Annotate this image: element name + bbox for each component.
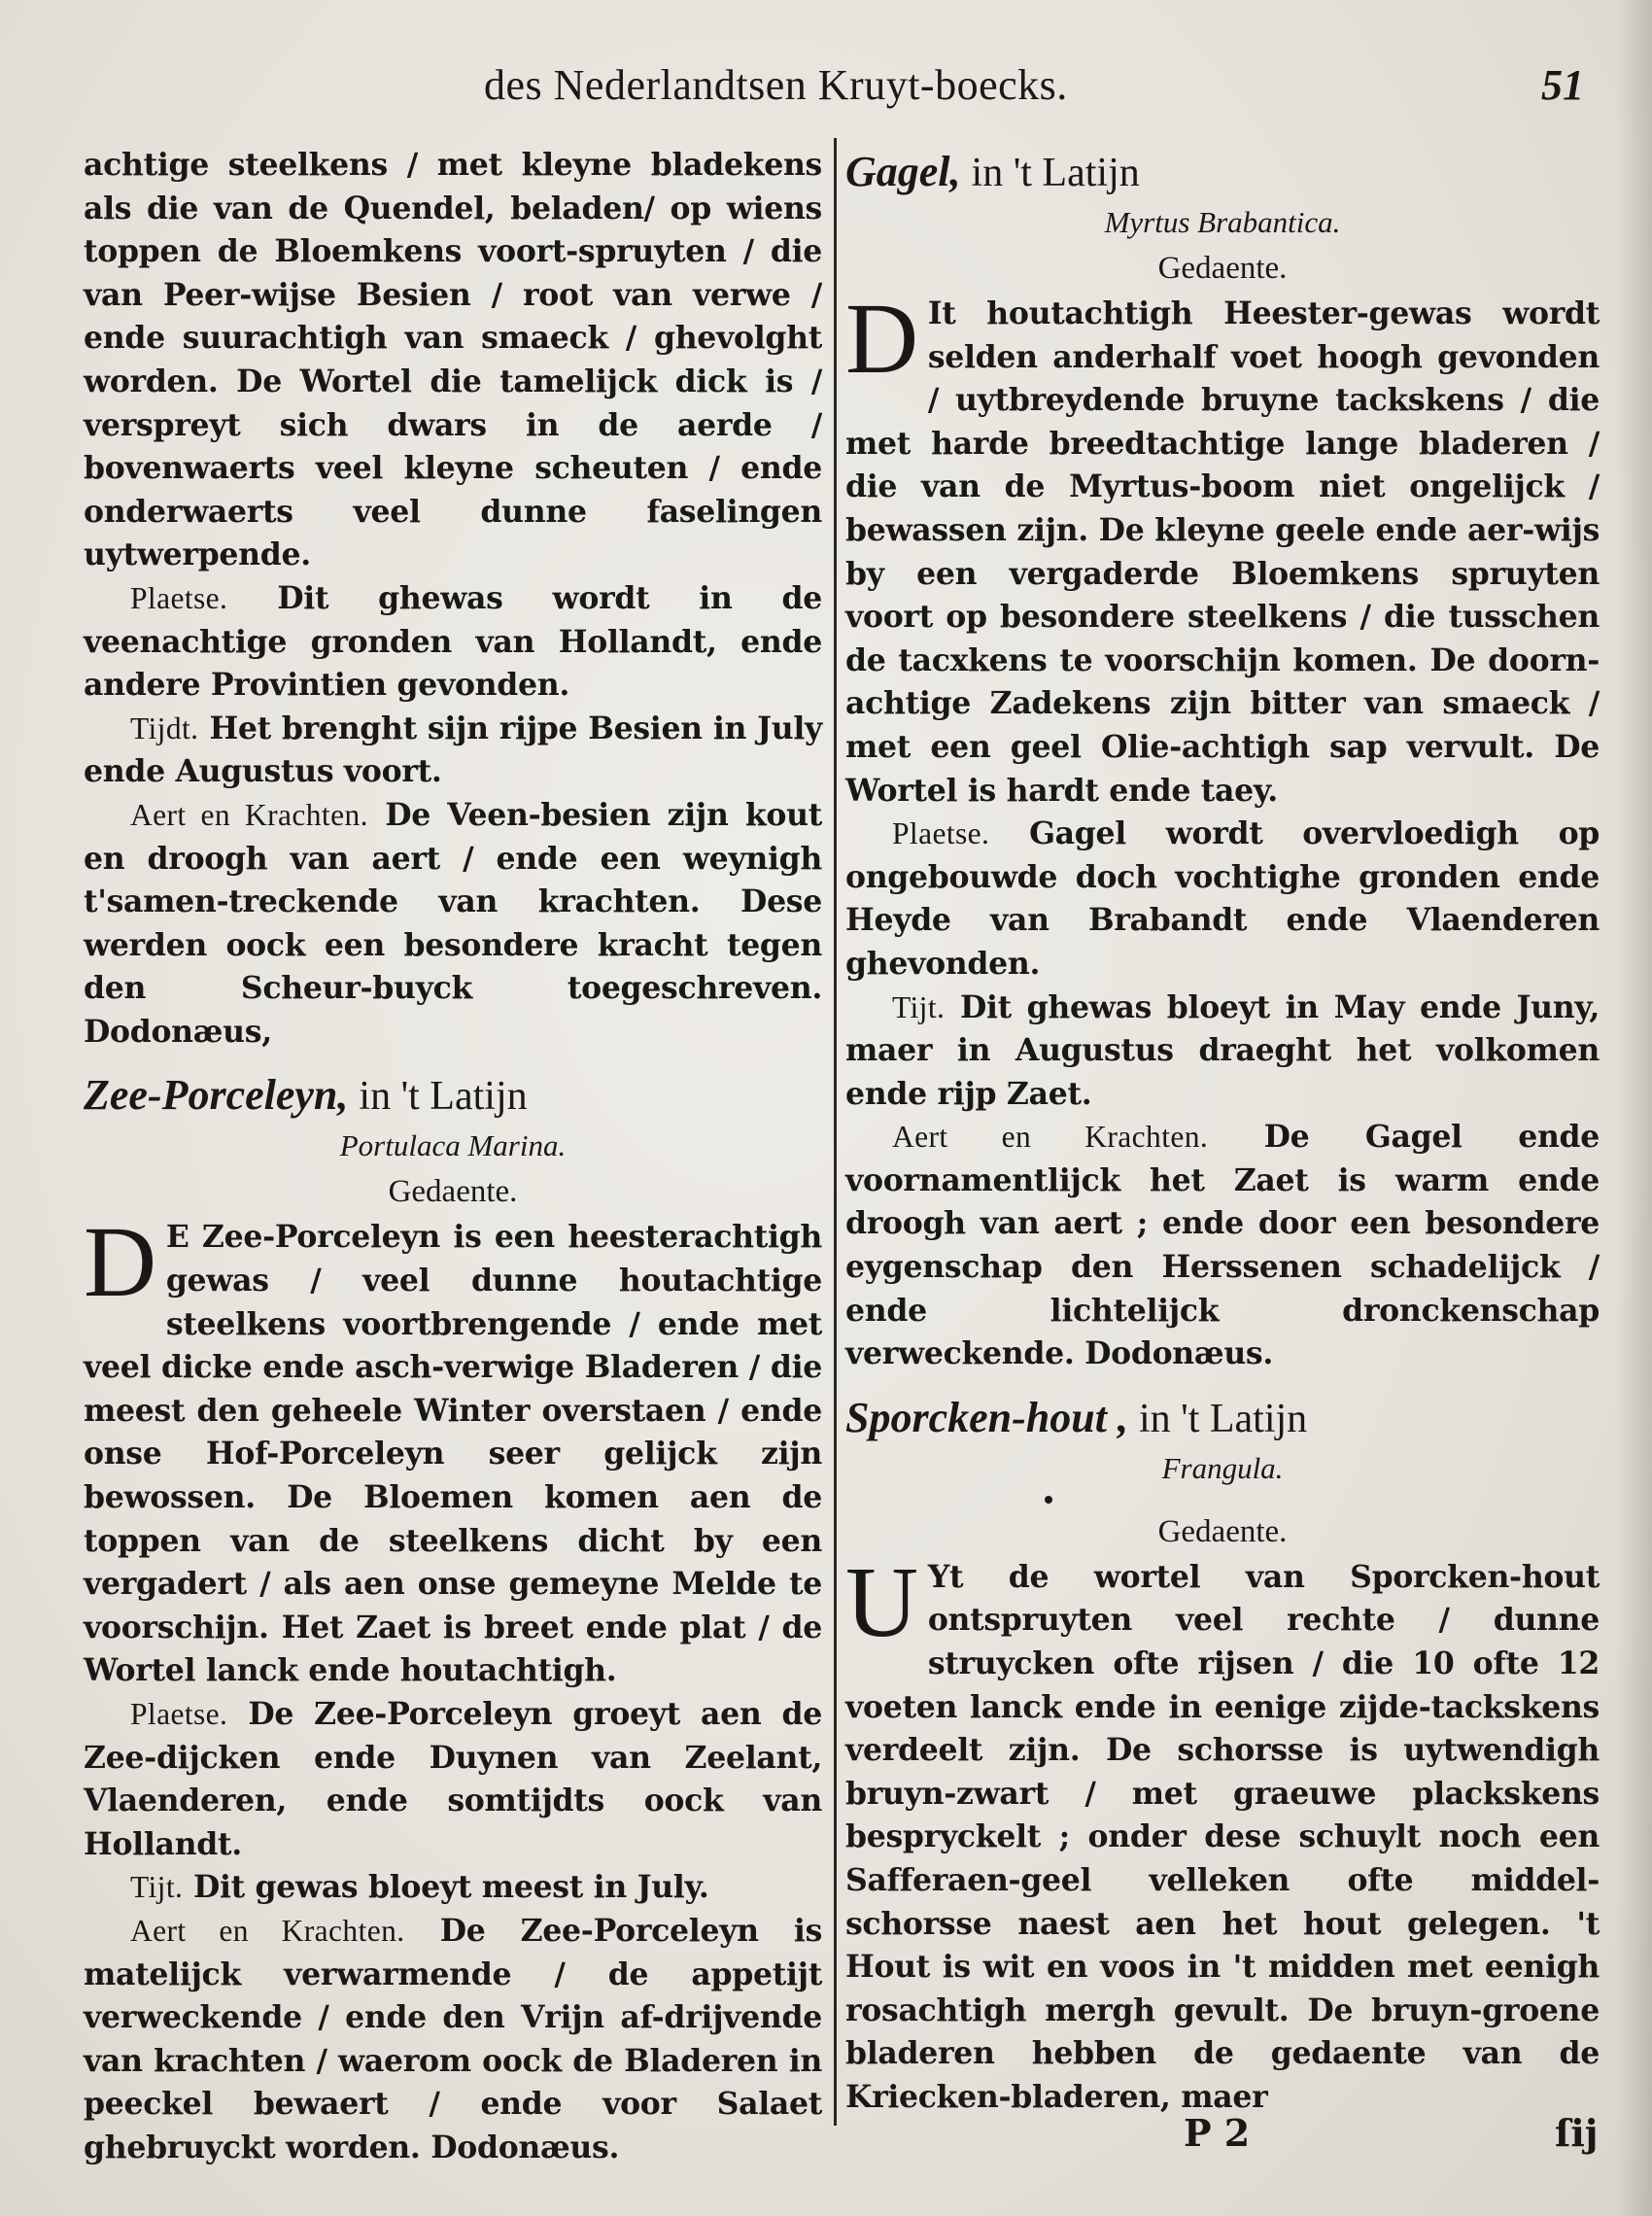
- catchword: ſij: [1555, 2111, 1599, 2155]
- page-header: [0, 60, 1652, 128]
- paragraph-plaetse: [84, 1693, 822, 1866]
- drop-cap: U: [845, 1545, 918, 1658]
- paragraph-text: Dit gewas bloeyt meest in July.: [192, 1869, 709, 1906]
- subheading-gedaente: Gedaente.: [1157, 251, 1288, 286]
- latin-name: Portulaca Marina.: [339, 1128, 567, 1163]
- latin-name: Frangula.: [1161, 1450, 1284, 1485]
- left-column: [84, 144, 822, 2170]
- paragraph-dropcap: [84, 1206, 822, 1693]
- paragraph-text: De Gagel ende voornamentlijck het Zaet is warm ende droogh van aert ; ende door een besondere eygenschap den Herssenen schadelijck / ende lichtelijck dronckenschap verweckende. Dodonæus.: [845, 1119, 1600, 1372]
- subheading-gedaente: Gedaente.: [1157, 1513, 1288, 1549]
- entry-name: Sporcken-hout ,: [845, 1393, 1128, 1441]
- paragraph-text: Dit ghewas wordt in de veenachtige gronden van Hollandt, ende andere Provintien gevonden.: [84, 579, 822, 704]
- drop-cap: D: [84, 1206, 156, 1319]
- section-label: Plaetse.: [130, 1697, 228, 1731]
- latin-lead: in 't Latijn: [359, 1074, 528, 1120]
- paragraph-dropcap: [845, 283, 1600, 813]
- latin-name: Myrtus Brabantica.: [1104, 205, 1341, 239]
- paragraph-text: Het brenght sijn rijpe Besien in July ende Augustus voort.: [84, 710, 822, 790]
- subheading-gedaente: Gedaente.: [388, 1174, 518, 1210]
- section-label: Tijdt.: [130, 710, 199, 745]
- entry-heading-zee-porceleyn: [84, 1067, 822, 1125]
- signature-mark: P 2: [1184, 2111, 1251, 2155]
- paragraph-aert-en-krachten: [84, 1910, 822, 2170]
- page-edge-shadow: [1617, 0, 1652, 2216]
- paragraph-continuation: achtige steelkens / met kleyne bladekens als die van de Quendel, beladen/ op wiens toppen de Bloemkens voort-spruyten / die van Peer-wijse Besien / root van verwe / ende suurachtigh van smaeck / ghevolght worden. De Wortel die tamelijck dick is / verspreyt sich dwars in de aerde / bovenwaerts veel kleyne scheuten / ende onderwaerts veel dunne faselingen uytwerpende.: [84, 147, 822, 573]
- paragraph-text: Dit ghewas bloeyt in May ende Juny, maer in Augustus draeght het volkomen ende rijp Zaet.: [845, 988, 1600, 1112]
- paragraph-text: Gagel wordt overvloedigh op ongebouwde doch vochtighe gronden ende Heyde van Brabandt ende Vlaenderen ghevonden.: [845, 815, 1600, 982]
- page-number: 51: [1541, 61, 1584, 109]
- column-rule: [834, 138, 837, 2126]
- printers-dot: [1045, 1496, 1052, 1504]
- entry-heading-sporcken-hout: [845, 1390, 1600, 1447]
- right-column: [845, 144, 1600, 2120]
- drop-cap: D: [845, 283, 918, 395]
- entry-name: Gagel,: [845, 148, 961, 195]
- paragraph-text: De Zee-Porceleyn is matelijck verwarmende / de appetijt verweckende / ende den Vrijn af-drijvende van krachten / waerom oock de Bladeren in peeckel bewaert / ende voor Salaet ghebruyckt worden. Dodonæus.: [84, 1912, 823, 2165]
- paragraph-aert-en-krachten: [845, 1116, 1600, 1376]
- paragraph-plaetse: [84, 577, 822, 708]
- latin-lead: in 't Latijn: [971, 151, 1140, 195]
- paragraph-tijt: [845, 987, 1600, 1117]
- paragraph-dropcap: [845, 1545, 1600, 2120]
- latin-lead: in 't Latijn: [1138, 1396, 1308, 1441]
- section-label: Tijt.: [130, 1870, 184, 1905]
- section-label: Plaetse.: [892, 816, 990, 851]
- paragraph-text: De Zee-Porceleyn groeyt aen de Zee-dijcken ende Duynen van Zeelant, Vlaenderen, ende somtijdts oock van Hollandt.: [84, 1696, 822, 1862]
- paragraph-plaetse: [845, 813, 1600, 986]
- running-title: des Nederlandtsen Kruyt-boecks.: [484, 61, 1068, 109]
- paragraph-text: E Zee-Porceleyn is een heesterachtigh gewas / veel dunne houtachtige steelkens voortbrengende / ende met veel dicke ende asch-verwige Bladeren / die meest den geheele Winter overstaen / ende onse Hof-Porceleyn seer gelijck zijn bewossen. De Bloemen komen aen de toppen van de steelkens dicht by een vergadert / als aen onse gemeyne Melde te voorschijn. Het Zaet is breet ende plat / de Wortel lanck ende houtachtigh.: [84, 1219, 822, 1689]
- paragraph-text: De Veen-besien zijn kout en droogh van aert / ende een weynigh t'samen-treckende van krachten. Dese werden oock een besondere kracht tegen den Scheur-buyck toegeschreven. Dodonæus,: [84, 796, 822, 1050]
- paragraph-text: Yt de wortel van Sporcken-hout ontspruyten veel rechte / dunne struycken ofte rijsen / die 10 ofte 12 voeten lanck ende in eenige zijde-tackskens verdeelt zijn. De schorsse is uytwendigh bruyn-zwart / met graeuwe plackskens bespryckelt ; onder dese schuylt noch een Safferaen-geel velleken ofte middel-schorsse naest aen het hout gelegen. 't Hout is wit en voos in 't midden met eenigh rosachtigh mergh gevult. De bruyn-groene bladeren hebben de gedaente van de Kriecken-bladeren, maer: [845, 1558, 1600, 2115]
- section-label: Aert en Krachten.: [130, 1913, 405, 1948]
- paragraph-tijt: [84, 1866, 822, 1910]
- section-label: Plaetse.: [130, 580, 228, 615]
- entry-heading-gagel: [845, 144, 1600, 201]
- section-label: Aert en Krachten.: [130, 797, 368, 832]
- section-label: Tijt.: [892, 989, 946, 1024]
- paragraph-tijdt: [84, 708, 822, 794]
- section-label: Aert en Krachten.: [892, 1120, 1209, 1155]
- paragraph-aert-en-krachten: [84, 794, 822, 1055]
- paragraph-text: It houtachtigh Heester-gewas wordt selden anderhalf voet hoogh gevonden / uytbreydende bruyne tackskens / die met harde breedtachtige lange bladeren / die van de Myrtus-boom niet ongelijck / bewassen zijn. De kleyne geele ende aer-wijs by een vergaderde Bloemkens spruyten voort op besondere steelkens / die tusschen de tacxkens te voorschijn komen. De doorn-achtige Zadekens zijn bitter van smaeck / met een geel Olie-achtigh sap vervult. De Wortel is hardt ende taey.: [845, 295, 1600, 809]
- entry-name: Zee-Porceleyn,: [84, 1071, 349, 1120]
